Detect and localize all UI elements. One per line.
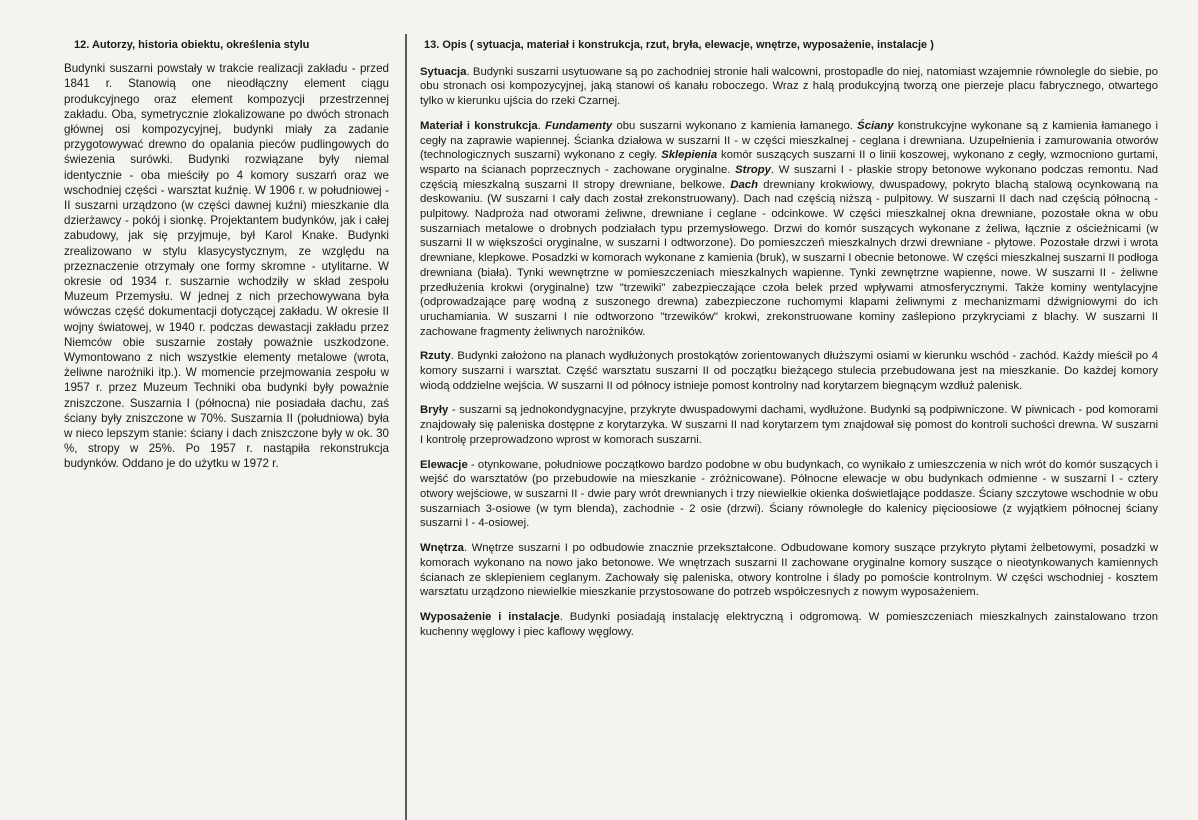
sklepienia-label: Sklepienia xyxy=(661,149,718,162)
fundamenty-text: obu suszarni wykonano z kamienia łamanego. xyxy=(612,119,858,132)
stropy-text: . W suszarni I - płaskie stropy betonowe wykonano podczas remontu. Nad częścią mieszkalną suszarni II stropy drewniane, belkowe. xyxy=(420,163,1159,191)
section-12-heading: 12. Autorzy, historia obiektu, określenia stylu xyxy=(74,39,310,51)
history-paragraph: Budynki suszarni powstały w trakcie realizacji zakładu - przed 1841 r. Stanowią one nieodłączny element ciągu produkcyjnego oraz element kompozycji przestrzennej zakładu. Oba, symetrycznie zlokalizowane po dwóch stronach głównej osi kompozycyjnej, budynki miały za zadanie przygotowywać drewno do opalania pieców pudlingowych do świezenia surówki. Budynki rozwiązane były niemal identycznie - oba mieściły po 4 komory suszarń oraz we wschodniej części - warsztat kuźnię. W 1906 r. w południowej - II suszarni urządzono (w części dawnej kuźni) mieszkanie dla dzierżawcy - pokój i sionkę. Projektantem budynków, jak i całej zabudowy, jak się przyjmuje, był Karol Knake. Budynki zrealizowano w stylu klasycystycznym, ze względu na przeznaczenie otrzymały one formy skromne - utylitarne. W okresie od 1934 r. suszarnie wchodziły w skład zespołu Muzeum Przemysłu. W jednej z nich przechowywana była wówczas część dokumentacji dotyczącej zakładu. W okresie II wojny światowej, w 1940 r. podczas dewastacji zakładu przez Niemców obie suszarnie zostały poważnie uszkodzone. Wymontowano z nich wszystkie elementy metalowe (wrota, żeliwne narożniki itp.). W momencie przejmowania zespołu w 1957 r. przez Muzeum Techniki oba budynki były poważnie zniszczone. Suszarnia I (północna) nie posiadała dachu, zaś ściany były zniszczone w 70%. Suszarnia II (południowa) była w nieco lepszym stanie: ściany i dach zniszczone były w ok. 30 %, stropy w 25%. Po 1957 r. nastąpiła rekonstrukcja budynków. Oddano je do użytku w 1972 r. xyxy=(64,62,389,471)
elewacje-text: - otynkowane, południowe początkowo bardzo podobne w obu budynkach, co wynikało z umieszczenia w nich wrót do komór suszących i wejść do warsztatów (po przebudowie na mieszkanie - zróżnicowane). Północne elewacje w obu budynkach odmienne - w suszarni I - cztery otwory wejściowe, w suszarni II - dwie pary wrót drewnianych i trzy niewielkie okienka doświetlające poddasze. Ściany szczytowe wschodnie w obu suszarniach 3-osiowe (w tym blenda), zachodnie - 2 osie (drzwi). Ściany równoległe do kalenicy pięcioosiowe (z wyjątkiem północnej ściany suszarni I - 4-osiowej. xyxy=(420,458,1158,530)
bryly-text: - suszarni są jednokondygnacyjne, przykryte dwuspadowymi dachami, wydłużone. Budynki są podpiwniczone. W piwnicach - pod komorami znajdowały się paleniska dostępne z korytarzyka. W suszarni II nad korytarzem tym znajdował się pomost do kontroli suchości drewna. W suszarni I kontrolę przeprowadzono wprost w komorach suszarni. xyxy=(420,404,1158,446)
sytuacja-label: Sytuacja xyxy=(420,65,467,78)
wyposazenie-text: . Budynki posiadają instalację elektryczną i odgromową. W pomieszczeniach mieszkalnych zainstalowano trzon kuchenny węglowy i piec kaflowy węglowy. xyxy=(420,610,1158,638)
wyposazenie-paragraph xyxy=(420,610,1158,639)
sytuacja-text: . Budynki suszarni usytuowane są po zachodniej stronie hali walcowni, prostopadle do niej, natomiast wzajemnie równolegle do siebie, po obu stronach osi kompozycyjnej, jaką stanowi oś kanału roboczego. Wraz z halą produkcyjną tworzą one pierzeje placu fabrycznego, otwartego tylko w kierunku ujścia do rzeki Czarnej. xyxy=(420,65,1158,108)
sciany-text: konstrukcyjne wykonane są z kamienia łamanego i cegły na zaprawie wapiennej. Ścianka działowa w suszarni II - w części mieszkalnej - ceglana i drewniana. Uzupełnienia i zamurowania otworów (technologicznych suszarni) wykonano z cegły. xyxy=(420,119,1158,162)
section-13-heading: 13. Opis ( sytuacja, materiał i konstrukcja, rzut, bryła, elewacje, wnętrze, wyposażenie, instalacje ) xyxy=(424,39,934,51)
dach-text: drewniany krokwiowy, dwuspadowy, pokryto blachą stalową ocynkowaną na deskowaniu. (W suszarni I cały dach został zrekonstruowany). Dach nad częścią niższą - pulpitowy. W suszarni II dach nad częścią północną - pulpitowy. Nadproża nad otworami żeliwne, drewniane i ceglane - odcinkowe. W części mieszkalnej okna drewniane, pozostałe okna w obu suszarniach metalowe o drobnych podziałach typu przemysłowego. Drzwi do komór suszących wykonane z żeliwa, łącznie z ościeżnicami (w suszarni II w większości oryginalne, w suszarni I odtworzone). Do pomieszczeń mieszkalnych drzwi drewniane - płytowe. Pozostałe drzwi i wrota drewniane, klepkowe. Posadzki w komorach wykonane z kamienia (bruk), w suszarni I obecnie betonowe. W części mieszkalnej suszarni II podłoga drewniana (biała). Tynki wewnętrzne w pomieszczeniach mieszkalnych wapienne. Tynki zewnętrzne wapienne, nowe. W suszarni II - żeliwne przedłużenia krokwi (oryginalne) tzw "trzewiki" zabezpieczające czoła belek przed wpływami atmosferycznymi. Także kominy wentylacyjne (odprowadzające parę wodną z suszonego drewna) zabezpieczone ruchomymi klapami żeliwnymi z mechanizmami dźwigniowymi do ich uruchamiania. W suszarni I nie odtworzono "trzewików" krokwi, zrekonstruowane kominy zaślepiono przykryciami z blachy. W suszarni II zachowane fragmenty żeliwnych narożników. xyxy=(420,178,1158,338)
wyposazenie-label: Wyposażenie i instalacje xyxy=(420,610,560,623)
column-divider xyxy=(405,34,407,820)
wnetrza-text: . Wnętrze suszarni I po odbudowie znacznie przekształcone. Odbudowane komory suszące przykryto płytami żelbetowymi, posadzki w komorach wykonano na nowo jako betonowe. We wnętrzach suszarni II zachowane oryginalne komory suszące o nieotynkowanych kamiennych ścianach ze sklepieniem ceglanym. Zachowały się paleniska, otwory kontrolne i ślady po pomoście kontrolnym. W części wschodniej - kosztem warsztatu urządzono niewielkie mieszkanie przystosowane do potrzeb współczesnych z nowym wyposażeniem. xyxy=(420,542,1158,599)
fundamenty-label: Fundamenty xyxy=(545,119,613,132)
rzuty-paragraph xyxy=(420,349,1158,393)
sklepienia-text: komór suszących suszarni II o linii koszowej, wykonano z cegły, wzmocniono gurtami, wsparto na ścianach poprzecznych - zachowane oryginalne. xyxy=(420,149,1159,176)
elewacje-paragraph xyxy=(420,458,1158,532)
bryly-label: Bryły xyxy=(420,404,449,417)
dach-label: Dach xyxy=(730,178,758,191)
right-column xyxy=(420,38,1158,649)
rzuty-label: Rzuty xyxy=(420,350,451,363)
sytuacja-paragraph xyxy=(420,65,1158,109)
left-column xyxy=(64,38,389,481)
sciany-label: Ściany xyxy=(857,119,894,132)
bryly-paragraph xyxy=(420,403,1158,447)
rzuty-text: . Budynki założono na planach wydłużonych prostokątów zorientowanych dłuższymi osiami w kierunku wschód - zachód. Każdy mieścił po 4 komory suszarni i warsztat. Część warsztatu suszarni II od początku bieżącego stulecia przebudowana jest na mieszkanie. Do każdej komory wiodą oddzielne wejścia. W suszarni II od północy istnieje pomost kontrolny nad korytarzem biegnącym wzdłuż palenisk. xyxy=(420,350,1158,392)
stropy-label: Stropy xyxy=(735,163,771,176)
wnetrza-paragraph xyxy=(420,541,1158,600)
wnetrza-label: Wnętrza xyxy=(420,542,464,555)
material-paragraph: Materiał i konstrukcja. Fundamenty obu suszarni wykonano z kamienia łamanego. Ściany konstrukcyjne wykonane są z kamienia łamanego i cegły na zaprawie wapiennej. Ścianka działowa w suszarni II - w części mieszkalnej - ceglana i drewniana. Uzupełnienia i zamurowania otworów (technologicznych suszarni) wykonano z cegły. Sklepienia komór suszących suszarni II o linii koszowej, wykonano z cegły, wzmocniono gurtami, wsparto na ścianach poprzecznych - zachowane oryginalne. Stropy. W suszarni I - płaskie stropy betonowe wykonano podczas remontu. Nad częścią mieszkalną suszarni II stropy drewniane, belkowe. Dach drewniany krokwiowy, dwuspadowy, pokryto blachą stalową ocynkowaną na deskowaniu. (W suszarni I cały dach został zrekonstruowany). Dach nad częścią niższą - pulpitowy. W suszarni II dach nad częścią północną - pulpitowy. Nadproża nad otworami żeliwne, drewniane i ceglane - odcinkowe. W części mieszkalnej okna drewniane, pozostałe okna w obu suszarniach metalowe o drobnych podziałach typu przemysłowego. Drzwi do komór suszących wykonane z żeliwa, łącznie z ościeżnicami (w suszarni II w większości oryginalne, w suszarni I odtworzone). Do pomieszczeń mieszkalnych drzwi drewniane - płytowe. Pozostałe drzwi i wrota drewniane, klepkowe. Posadzki w komorach wykonane z kamienia (bruk), w suszarni I obecnie betonowe. W części mieszkalnej suszarni II podłoga drewniana (biała). Tynki wewnętrzne w pomieszczeniach mieszkalnych wapienne. Tynki zewnętrzne wapienne, nowe. W suszarni II - żeliwne przedłużenia krokwi (oryginalne) tzw "trzewiki" zabezpieczające czoła belek przed wpływami atmosferycznymi. Także kominy wentylacyjne (odprowadzające parę wodną z suszonego drewna) zabezpieczone ruchomymi klapami żeliwnymi z mechanizmami dźwigniowymi do ich uruchamiania. W suszarni I nie odtworzono "trzewików" krokwi, zrekonstruowane kominy zaślepiono przykryciami z blachy. W suszarni II zachowane fragmenty żeliwnych narożników. xyxy=(420,119,1159,338)
material-label: Materiał i konstrukcja xyxy=(420,119,538,132)
elewacje-label: Elewacje xyxy=(420,458,468,471)
